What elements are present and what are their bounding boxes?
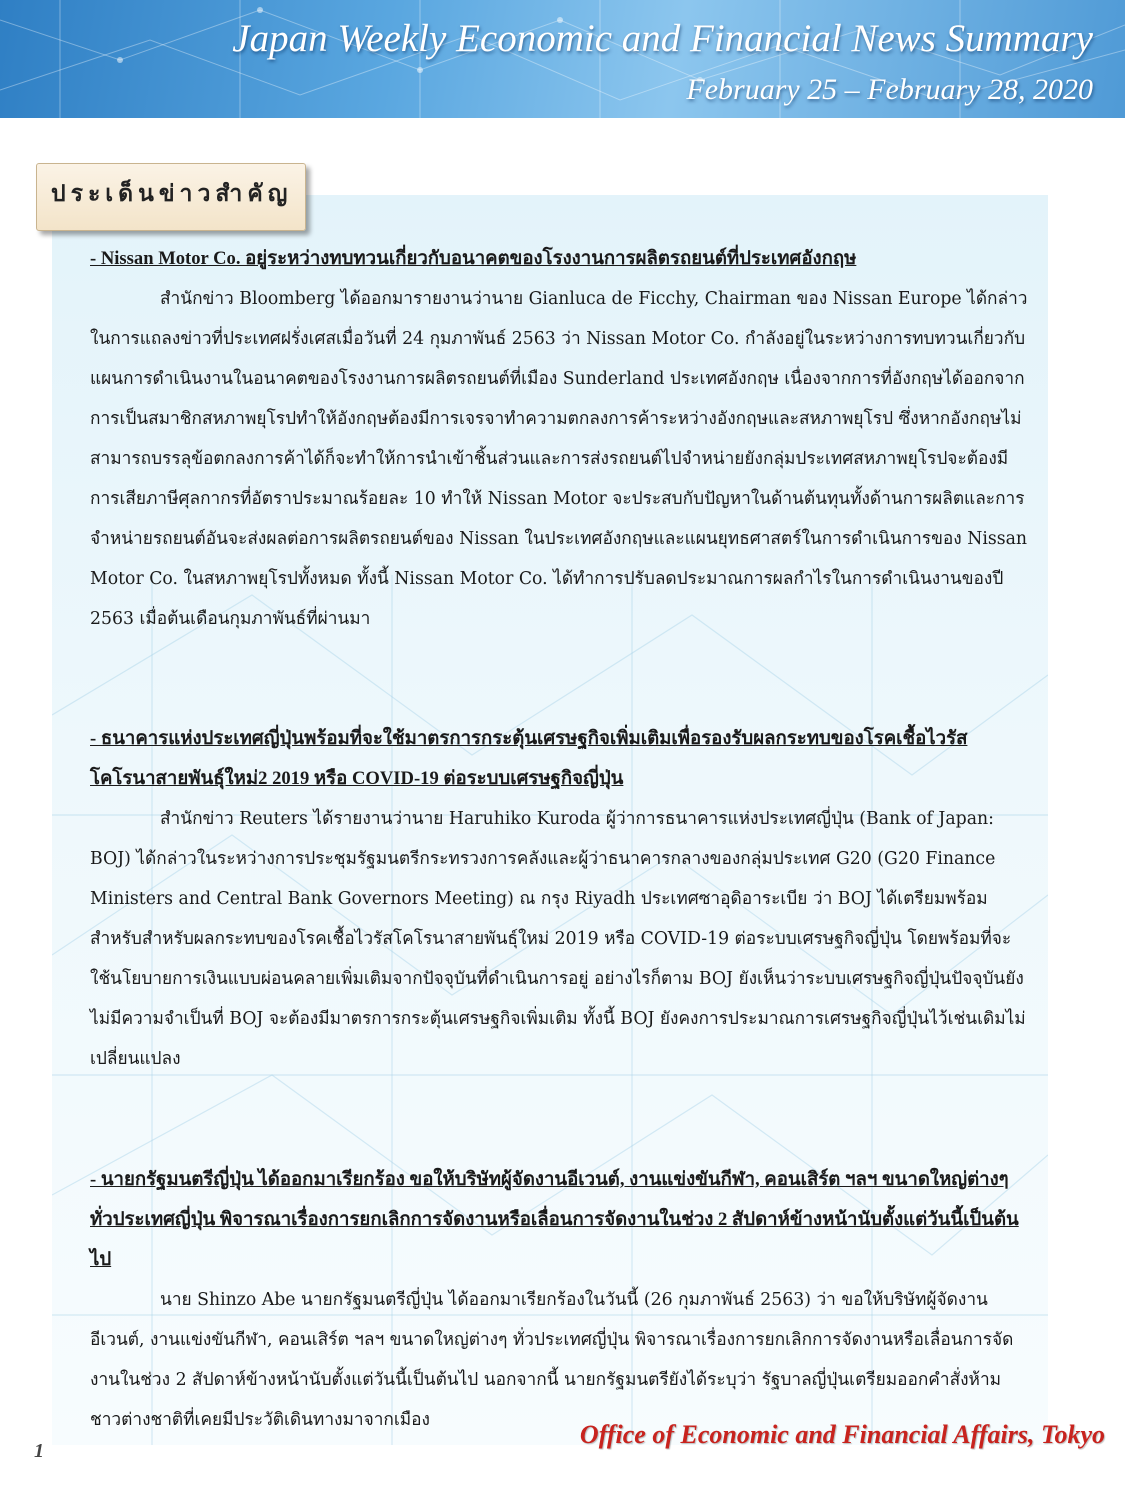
report-title: Japan Weekly Economic and Financial News Summary bbox=[232, 17, 1093, 60]
article-headline: - ธนาคารแห่งประเทศญี่ปุ่นพร้อมที่จะใช้มาตรการกระตุ้นเศรษฐกิจเพิ่มเติมเพื่อรองรับผลกระทบของโรคเชื้อไวรัสโคโรนาสายพันธุ์ใหม่2 2019 หรือ COVID-19 ต่อระบบเศรษฐกิจญี่ปุ่น bbox=[90, 728, 968, 789]
article-body: สำนักข่าว Reuters ได้รายงานว่านาย Haruhiko Kuroda ผู้ว่าการธนาคารแห่งประเทศญี่ปุ่น (Bank of Japan: BOJ) ได้กล่าวในระหว่างการประชุมรัฐมนตรีกระทรวงการคลังและผู้ว่าธนาคารกลางของกลุ่มประเทศ G20 (G20 Finance Ministers and Central Bank Governors Meeting) ณ กรุง Riyadh ประเทศซาอุดิอาระเบีย ว่า BOJ ได้เตรียมพร้อมสำหรับสำหรับผลกระทบของโรคเชื้อไวรัสโคโรนาสายพันธุ์ใหม่ 2019 หรือ COVID-19 ต่อระบบเศรษฐกิจญี่ปุ่น โดยพร้อมที่จะใช้นโยบายการเงินแบบผ่อนคลายเพิ่มเติมจากปัจจุบันที่ดำเนินการอยู่ อย่างไรก็ตาม BOJ ยังเห็นว่าระบบเศรษฐกิจญี่ปุ่นปัจจุบันยังไม่มีความจำเป็นที่ BOJ จะต้องมีมาตรการกระตุ้นเศรษฐกิจเพิ่มเติม ทั้งนี้ BOJ ยังคงการประมาณการเศรษฐกิจญี่ปุ่นไว้เช่นเดิมไม่เปลี่ยนแปลง bbox=[90, 809, 1026, 1069]
article-body: นาย Shinzo Abe นายกรัฐมนตรีญี่ปุ่น ได้ออกมาเรียกร้องในวันนี้ (26 กุมภาพันธ์ 2563) ว่า ขอให้บริษัทผู้จัดงานอีเวนต์, งานแข่งขันกีฬา, คอนเสิร์ต ฯลฯ ขนาดใหญ่ต่างๆ ทั่วประเทศญี่ปุ่น พิจารณาเรื่องการยกเลิกการจัดงานหรือเลื่อนการจัดงานในช่วง 2 สัปดาห์ข้างหน้านับตั้งแต่วันนี้เป็นต้นไป นอกจากนี้ นายกรัฐมนตรียังได้ระบุว่า รัฐบาลญี่ปุ่นเตรียมออกคำสั่งห้ามชาวต่างชาติที่เคยมีประวัติเดินทางมาจากเมือง bbox=[90, 1290, 1014, 1430]
article-headline: - นายกรัฐมนตรีญี่ปุ่น ได้ออกมาเรียกร้อง ขอให้บริษัทผู้จัดงานอีเวนต์, งานแข่งขันกีฬา, คอนเสิร์ต ฯลฯ ขนาดใหญ่ต่างๆ ทั่วประเทศญี่ปุ่น พิจารณาเรื่องการยกเลิกการจัดงานหรือเลื่อนการจัดงานในช่วง 2 สัปดาห์ข้างหน้านับตั้งแต่วันนี้เป็นต้นไป bbox=[90, 1169, 1019, 1270]
header-banner bbox=[0, 0, 1125, 118]
article-body: สำนักข่าว Bloomberg ได้ออกมารายงานว่านาย Gianluca de Ficchy, Chairman ของ Nissan Europe ได้กล่าวในการแถลงข่าวที่ประเทศฝรั่งเศสเมื่อวันที่ 24 กุมภาพันธ์ 2563 ว่า Nissan Motor Co. กำลังอยู่ในระหว่างการทบทวนเกี่ยวกับแผนการดำเนินงานในอนาคตของโรงงานการผลิตรถยนต์ที่เมือง Sunderland ประเทศอังกฤษ เนื่องจากการที่อังกฤษได้ออกจากการเป็นสมาชิกสหภาพยุโรปทำให้อังกฤษต้องมีการเจรจาทำความตกลงการค้าระหว่างอังกฤษและสหภาพยุโรป ซึ่งหากอังกฤษไม่สามารถบรรลุข้อตกลงการค้าได้ก็จะทำให้การนำเข้าชิ้นส่วนและการส่งรถยนต์ไปจำหน่ายยังกลุ่มประเทศสหภาพยุโรปจะต้องมีการเสียภาษีศุลกากรที่อัตราประมาณร้อยละ 10 ทำให้ Nissan Motor จะประสบกับปัญหาในด้านต้นทุนทั้งด้านการผลิตและการจำหน่ายรถยนต์อันจะส่งผลต่อการผลิตรถยนต์ของ Nissan ในประเทศอังกฤษและแผนยุทธศาสตร์ในการดำเนินการของ Nissan Motor Co. ในสหภาพยุโรปทั้งหมด ทั้งนี้ Nissan Motor Co. ได้ทำการปรับลดประมาณการผลกำไรในการดำเนินงานของปี 2563 เมื่อต้นเดือนกุมภาพันธ์ที่ผ่านมา bbox=[90, 289, 1028, 629]
page-number: 1 bbox=[34, 1440, 44, 1462]
report-date-range: February 25 – February 28, 2020 bbox=[686, 73, 1093, 106]
office-name: Office of Economic and Financial Affairs, Tokyo bbox=[579, 1420, 1105, 1449]
article-nissan bbox=[90, 239, 1030, 639]
article-abe bbox=[90, 1160, 1030, 1440]
article-boj bbox=[90, 719, 1030, 1079]
section-tab bbox=[36, 163, 306, 231]
section-tab-label: ประเด็นข่าวสำคัญ bbox=[51, 181, 293, 207]
article-headline: - Nissan Motor Co. อยู่ระหว่างทบทวนเกี่ยวกับอนาคตของโรงงานการผลิตรถยนต์ที่ประเทศอังกฤษ bbox=[90, 248, 857, 269]
